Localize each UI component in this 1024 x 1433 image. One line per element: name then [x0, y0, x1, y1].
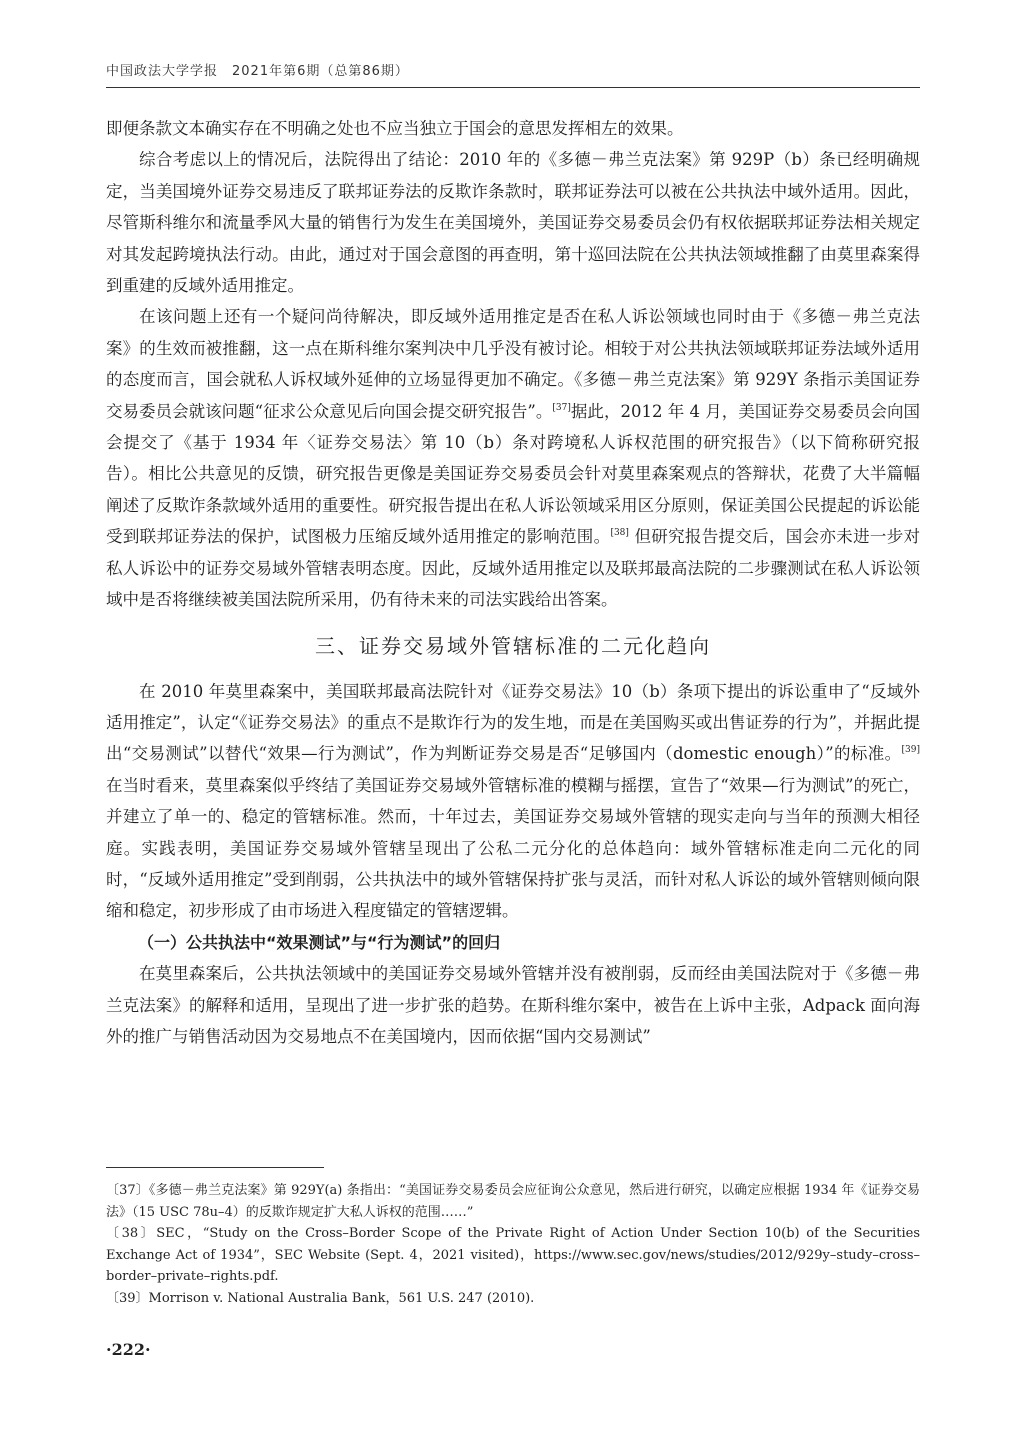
footnote-39: 〔39〕Morrison v. National Australia Bank，561 U.S. 247 (2010).	[106, 1290, 535, 1306]
paragraph-3	[106, 301, 920, 615]
main-text	[106, 113, 920, 1052]
footnote-ref-39[interactable]: [39]	[901, 745, 920, 756]
paragraph-1: 即便条款文本确实存在不明确之处也不应当独立于国会的意思发挥相左的效果。	[106, 119, 684, 138]
footnote-ref-38[interactable]: [38]	[610, 528, 629, 539]
footnote-rule	[106, 1167, 324, 1168]
paragraph-3-text-c: 但研究报告提交后，国会亦未进一步对私人诉讼中的证券交易域外管辖表明态度。因此，反域外适用推定以及联邦最高法院的二步骤测试在私人诉讼领域中是否将继续被美国法院所采用，仍有待未来的司法实践给出答案。	[106, 527, 921, 610]
paragraph-4-text-a: 在 2010 年莫里森案中，美国联邦最高法院针对《证券交易法》10（b）条项下提出的诉讼重申了“反域外适用推定”，认定“《证券交易法》的重点不是欺诈行为的发生地，而是在美国购买或出售证券的行为”，并据此提出“交易测试”以替代“效果—行为测试”，作为判断证券交易是否“足够国内（domestic enough）”的标准。	[106, 681, 920, 764]
running-header: 中国政法大学学报 2021年第6期（总第86期）	[106, 64, 409, 79]
footnote-ref-37[interactable]: [37]	[552, 402, 571, 413]
paragraph-3-text-b: 据此，2012 年 4 月，美国证券交易委员会向国会提交了《基于 1934 年〈证券交易法〉第 10（b）条对跨境私人诉权范围的研究报告》（以下简称研究报告）。相比公共意见的反馈，研究报告更像是美国证券交易委员会针对莫里森案观点的答辩状，花费了大半篇幅阐述了反欺诈条款域外适用的重要性。研究报告提出在私人诉讼领域采用区分原则，保证美国公民提起的诉讼能受到联邦证券法的保护，试图极力压缩反域外适用推定的影响范围。	[106, 401, 920, 547]
paragraph-2: 综合考虑以上的情况后，法院得出了结论：2010 年的《多德－弗兰克法案》第 929P（b）条已经明确规定，当美国境外证券交易违反了联邦证券法的反欺诈条款时，联邦证券法可以被在公共执法中域外适用。因此，尽管斯科维尔和流量季风大量的销售行为发生在美国境外，美国证券交易委员会仍有权依据联邦证券法相关规定对其发起跨境执法行动。由此，通过对于国会意图的再查明，第十巡回法院在公共执法领域推翻了由莫里森案得到重建的反域外适用推定。	[106, 150, 920, 296]
footnote-37: 〔37〕《多德－弗兰克法案》第 929Y(a) 条指出：“美国证券交易委员会应征询公众意见，然后进行研究，以确定应根据 1934 年《证券交易法》（15 USC 78u–4）的反欺诈规定扩大私人诉权的范围……”	[106, 1183, 920, 1220]
subsection-heading: （一）公共执法中“效果测试”与“行为测试”的回归	[138, 932, 501, 952]
paragraph-5: 在莫里森案后，公共执法领域中的美国证券交易域外管辖并没有被削弱，反而经由美国法院对于《多德－弗兰克法案》的解释和适用，呈现出了进一步扩张的趋势。在斯科维尔案中，被告在上诉中主张，Adpack 面向海外的推广与销售活动因为交易地点不在美国境内，因而依据“国内交易测试”	[106, 964, 920, 1046]
section-heading: 三、证券交易域外管辖标准的二元化趋向	[315, 633, 711, 658]
page-number: ·222·	[106, 1340, 151, 1359]
header-rule	[106, 87, 920, 88]
paragraph-4	[106, 676, 920, 927]
paragraph-3-text-a: 在该问题上还有一个疑问尚待解决，即反域外适用推定是否在私人诉讼领域也同时由于《多德－弗兰克法案》的生效而被推翻，这一点在斯科维尔案判决中几乎没有被讨论。相较于对公共执法领域联邦证券法域外适用的态度而言，国会就私人诉权域外延伸的立场显得更加不确定。《多德－弗兰克法案》第 929Y 条指示美国证券交易委员会就该问题“征求公众意见后向国会提交研究报告”。	[106, 307, 920, 421]
paragraph-4-text-b: 在当时看来，莫里森案似乎终结了美国证券交易域外管辖标准的模糊与摇摆，宣告了“效果—行为测试”的死亡，并建立了单一的、稳定的管辖标准。然而，十年过去，美国证券交易域外管辖的现实走向与当年的预测大相径庭。实践表明，美国证券交易域外管辖呈现出了公私二元分化的总体趋向：域外管辖标准走向二元化的同时，“反域外适用推定”受到削弱，公共执法中的域外管辖保持扩张与灵活，而针对私人诉讼的域外管辖则倾向限缩和稳定，初步形成了由市场进入程度锚定的管辖逻辑。	[106, 775, 920, 921]
footnotes	[106, 1180, 920, 1310]
footnote-38: 〔38〕SEC，“Study on the Cross–Border Scope of the Private Right of Action Under Section 10(b) of the Securities Exchange Act of 1934”，SEC Website (Sept. 4，2021 visited)，https://www.sec.gov/news/studies/2012/929y–study–cross–border–private–rights.pdf.	[106, 1226, 920, 1285]
